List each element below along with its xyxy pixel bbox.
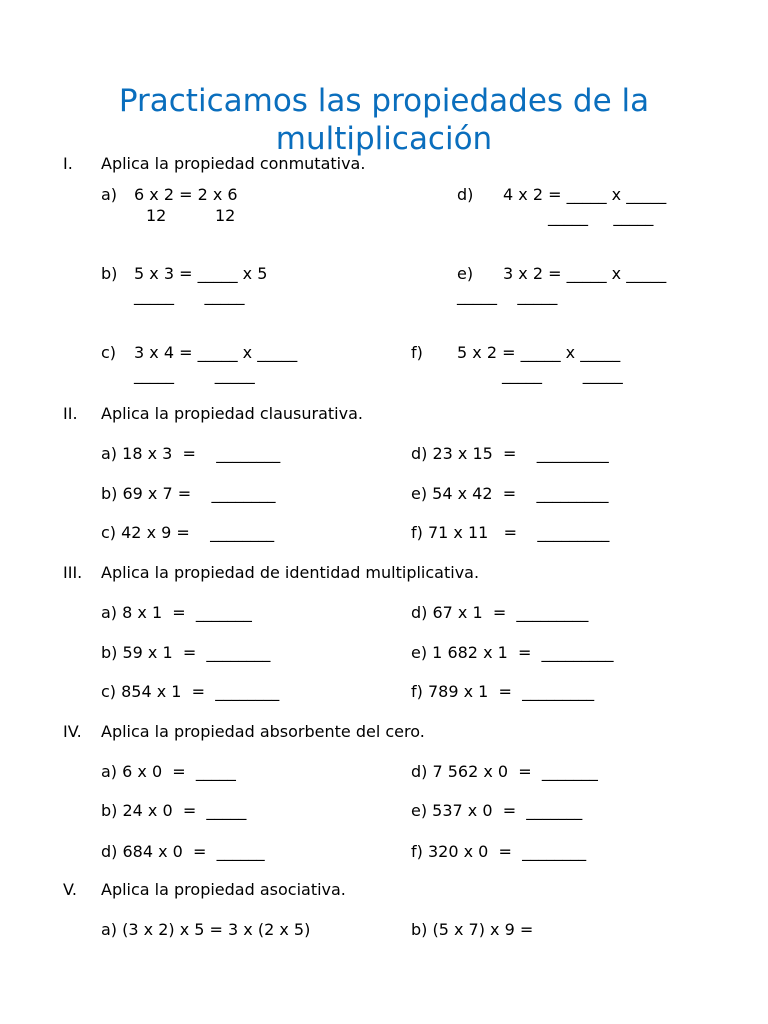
section-iii-heading: Aplica la propiedad de identidad multiplicativa. — [101, 563, 480, 582]
item-i-a-expr: 6 x 2 = 2 x 6 — [134, 185, 238, 204]
item-v-b: b) (5 x 7) x 9 = — [411, 920, 534, 939]
page-title — [0, 82, 768, 158]
item-iii-e: e) 1 682 x 1 = _________ — [411, 643, 614, 662]
item-i-b-expr: 5 x 3 = _____ x 5 — [134, 264, 268, 283]
item-i-c-blanks: _____ _____ — [134, 365, 255, 384]
item-iii-c: c) 854 x 1 = ________ — [101, 682, 280, 701]
item-i-f-blanks: _____ _____ — [502, 365, 623, 384]
item-iii-d: d) 67 x 1 = _________ — [411, 603, 589, 622]
item-iv-a: a) 6 x 0 = _____ — [101, 762, 236, 781]
item-iii-a: a) 8 x 1 = _______ — [101, 603, 252, 622]
item-i-b-blanks: _____ _____ — [134, 286, 245, 305]
item-i-a-letter: a) — [101, 185, 118, 204]
item-iv-b: b) 24 x 0 = _____ — [101, 801, 247, 820]
item-i-c-letter: c) — [101, 343, 117, 362]
section-iv-number: IV. — [63, 722, 82, 741]
item-iv-e: e) 537 x 0 = _______ — [411, 801, 583, 820]
item-i-d-expr: 4 x 2 = _____ x _____ — [503, 185, 667, 204]
item-i-e-letter: e) — [457, 264, 474, 283]
item-ii-f: f) 71 x 11 = _________ — [411, 523, 610, 542]
item-i-f-letter: f) — [411, 343, 423, 362]
item-i-e-blanks: _____ _____ — [457, 286, 558, 305]
item-ii-d: d) 23 x 15 = _________ — [411, 444, 609, 463]
item-iv-f: f) 320 x 0 = ________ — [411, 842, 587, 861]
item-v-a: a) (3 x 2) x 5 = 3 x (2 x 5) — [101, 920, 311, 939]
item-i-d-letter: d) — [457, 185, 474, 204]
item-iv-c: d) 684 x 0 = ______ — [101, 842, 265, 861]
section-i-number: I. — [63, 154, 73, 173]
item-ii-a: a) 18 x 3 = ________ — [101, 444, 281, 463]
item-iii-b: b) 59 x 1 = ________ — [101, 643, 271, 662]
item-i-b-letter: b) — [101, 264, 118, 283]
item-ii-c: c) 42 x 9 = ________ — [101, 523, 275, 542]
section-v-number: V. — [63, 880, 77, 899]
item-i-a-result-1: 12 — [146, 206, 167, 225]
item-iii-f: f) 789 x 1 = _________ — [411, 682, 595, 701]
item-i-d-blanks: _____ _____ — [548, 207, 654, 226]
section-ii-number: II. — [63, 404, 78, 423]
section-iv-heading: Aplica la propiedad absorbente del cero. — [101, 722, 425, 741]
item-i-f-expr: 5 x 2 = _____ x _____ — [457, 343, 621, 362]
section-v-heading: Aplica la propiedad asociativa. — [101, 880, 346, 899]
item-iv-d: d) 7 562 x 0 = _______ — [411, 762, 598, 781]
section-ii-heading: Aplica la propiedad clausurativa. — [101, 404, 363, 423]
section-iii-number: III. — [63, 563, 83, 582]
item-ii-e: e) 54 x 42 = _________ — [411, 484, 609, 503]
title-line-2: multiplicación — [275, 121, 493, 157]
item-i-e-expr: 3 x 2 = _____ x _____ — [503, 264, 667, 283]
item-i-a-result-2: 12 — [215, 206, 236, 225]
item-ii-b: b) 69 x 7 = ________ — [101, 484, 276, 503]
item-i-c-expr: 3 x 4 = _____ x _____ — [134, 343, 298, 362]
title-line-1: Practicamos las propiedades de la — [118, 83, 650, 119]
section-i-heading: Aplica la propiedad conmutativa. — [101, 154, 366, 173]
